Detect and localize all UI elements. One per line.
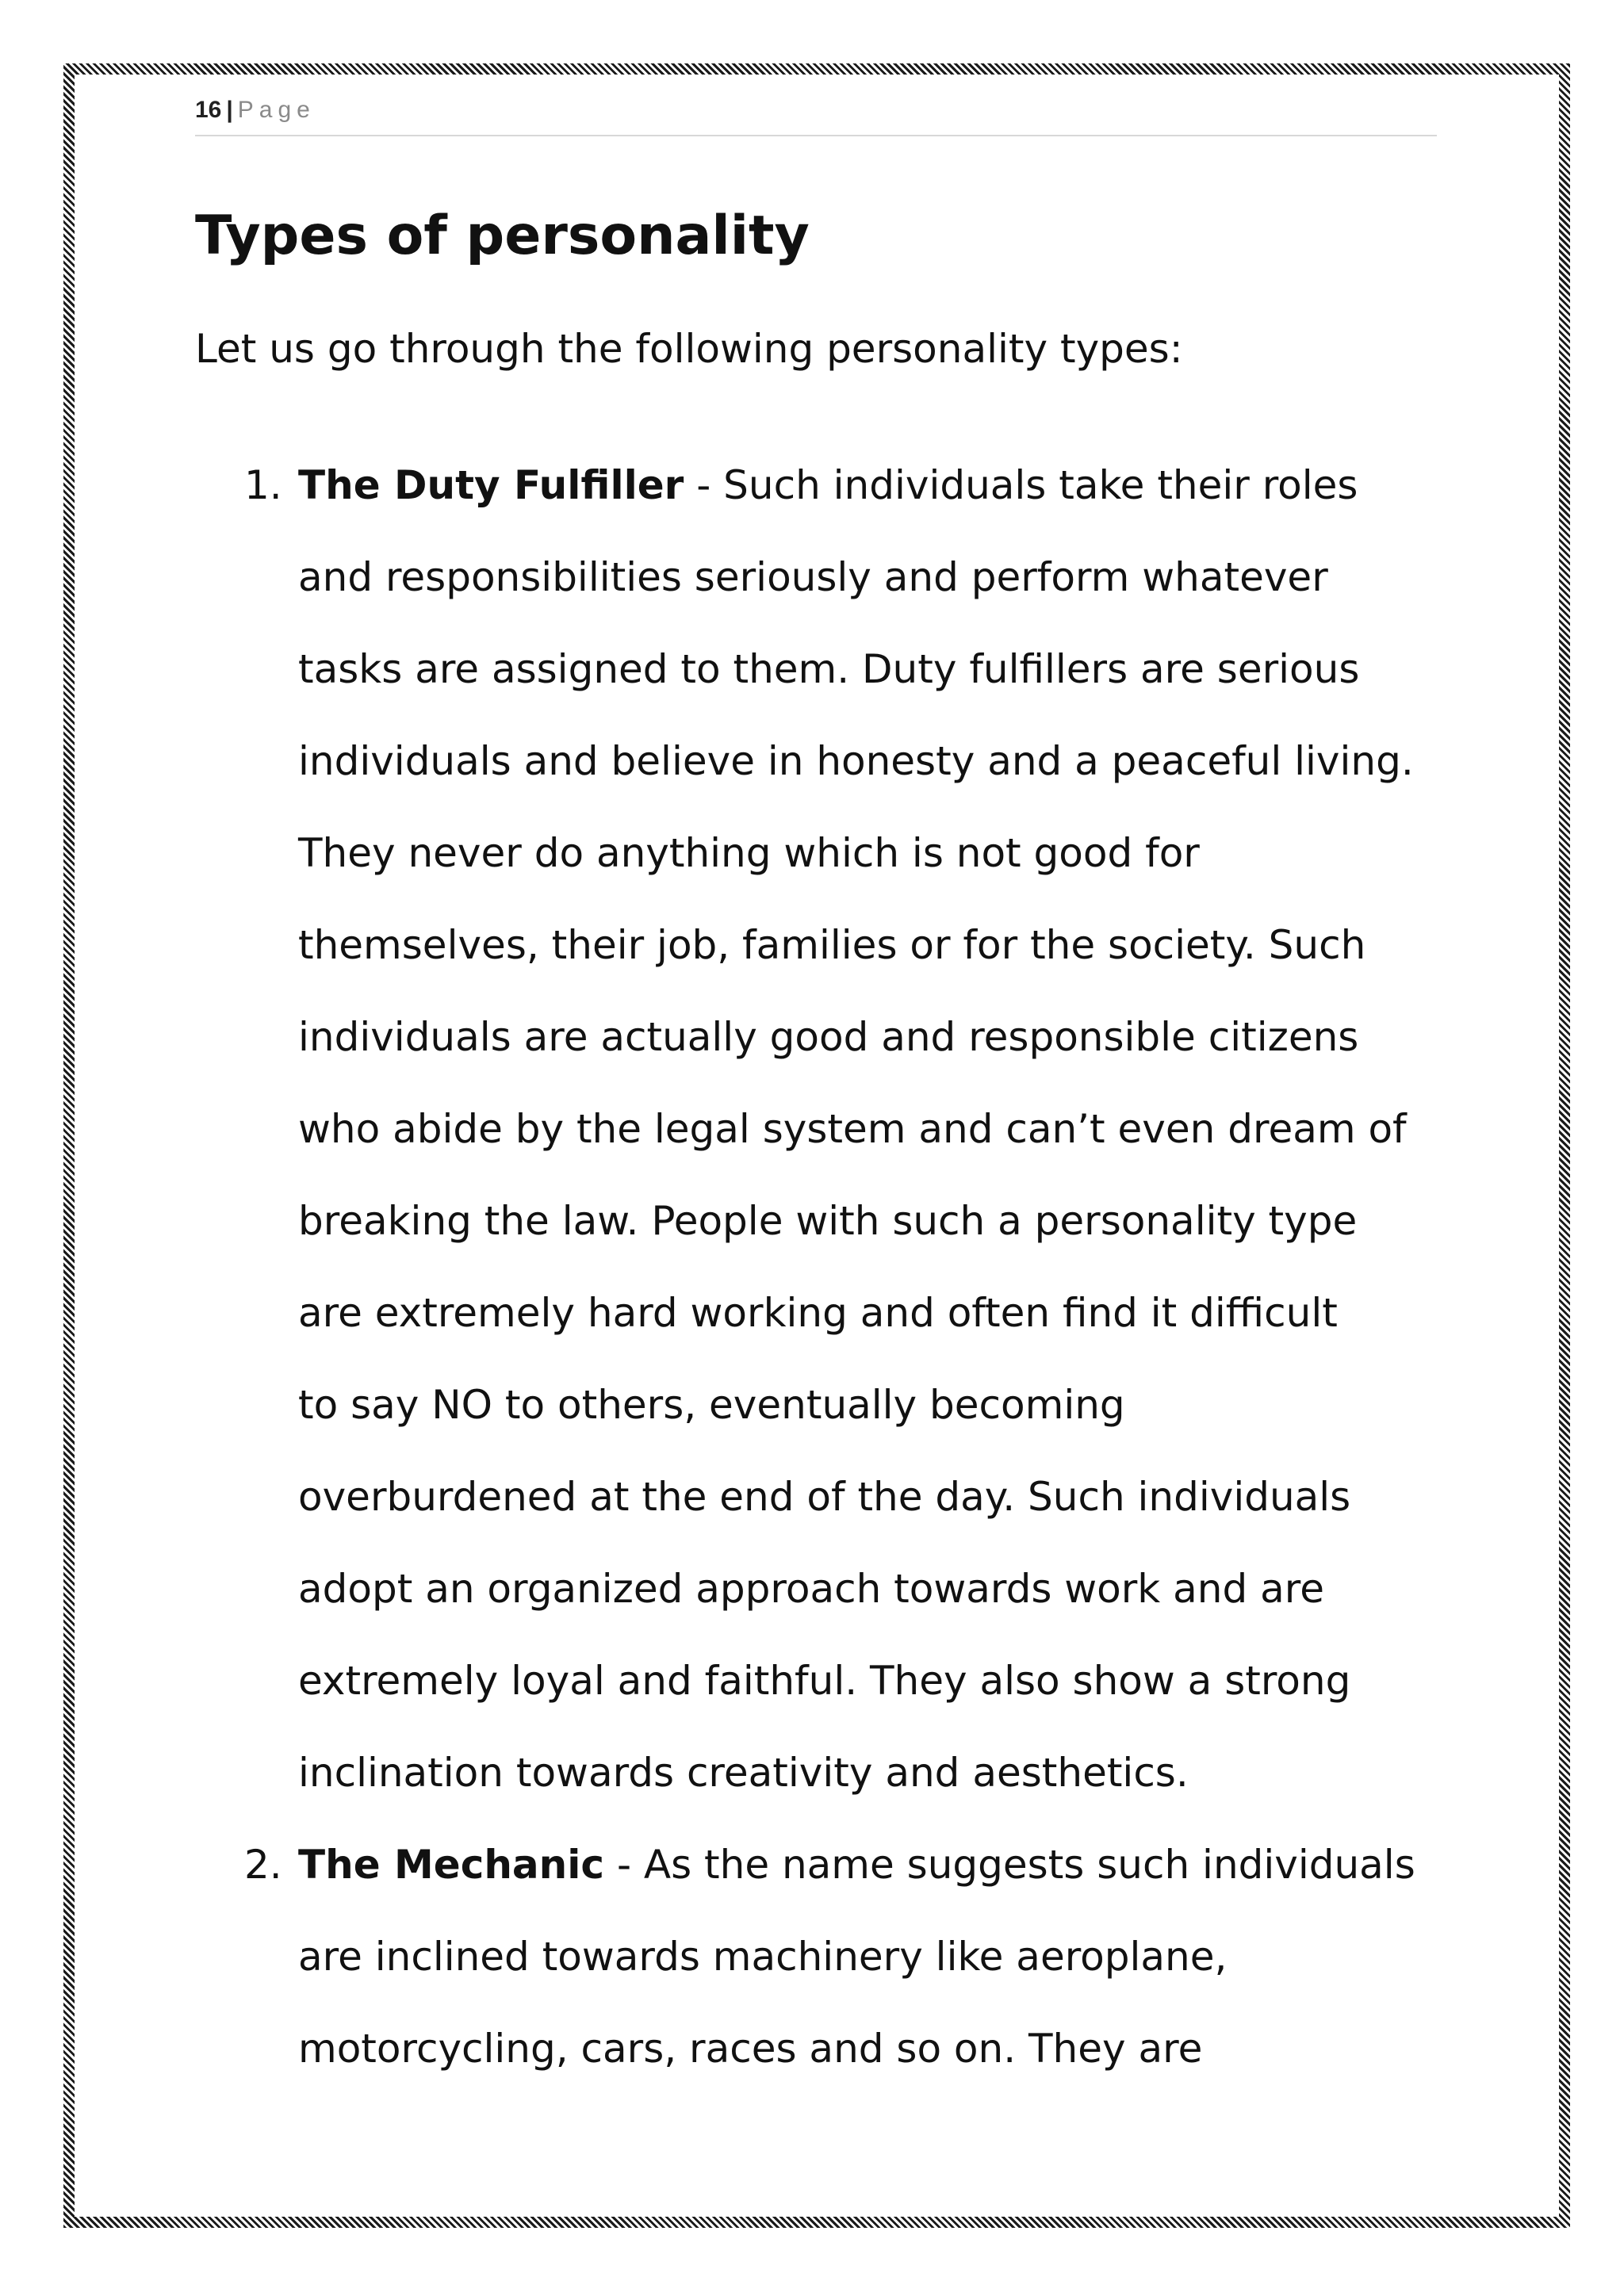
- list-item-line: tasks are assigned to them. Duty fulfillers are serious: [298, 646, 1360, 692]
- list-item-line: breaking the law. People with such a personality type: [298, 1198, 1358, 1244]
- list-item-line: motorcycling, cars, races and so on. They are: [298, 2026, 1203, 2072]
- list-item-term: The Mechanic: [298, 1842, 605, 1888]
- list-item-line: extremely loyal and faithful. They also show a strong: [298, 1658, 1351, 1704]
- page-word: Page: [237, 97, 316, 123]
- list-item-text: - As the name suggests such individuals: [604, 1842, 1415, 1888]
- list-item-line: They never do anything which is not good for: [298, 830, 1200, 876]
- list-item: [195, 439, 1464, 1819]
- list-item-line: [298, 1819, 1464, 1911]
- list-item-term: The Duty Fulfiller: [298, 462, 684, 508]
- page-number: 16: [195, 97, 222, 123]
- list-item-line: and responsibilities seriously and perform whatever: [298, 554, 1328, 600]
- header-separator: |: [226, 97, 233, 123]
- list-item-line: [298, 439, 1464, 531]
- list-item-text: - Such individuals take their roles: [684, 462, 1358, 508]
- list-item-line: overburdened at the end of the day. Such individuals: [298, 1474, 1351, 1520]
- list-item-line: adopt an organized approach towards work and are: [298, 1566, 1324, 1612]
- personality-types-list: [195, 439, 1464, 2095]
- list-item-number: 2.: [244, 1842, 282, 1888]
- list-item-line: who abide by the legal system and can’t even dream of: [298, 1106, 1407, 1152]
- list-item-line: are extremely hard working and often find it difficult: [298, 1290, 1338, 1336]
- list-item-line: individuals are actually good and responsible citizens: [298, 1014, 1359, 1060]
- list-item-line: inclination towards creativity and aesthetics.: [298, 1750, 1189, 1796]
- list-item-line: are inclined towards machinery like aeroplane,: [298, 1934, 1228, 1980]
- list-item-line: themselves, their job, families or for the society. Such: [298, 922, 1366, 968]
- page-title: Types of personality: [195, 205, 810, 267]
- list-item-line: individuals and believe in honesty and a peaceful living.: [298, 738, 1414, 784]
- list-item-number: 1.: [244, 462, 282, 508]
- list-item: [195, 1819, 1464, 2095]
- intro-paragraph: Let us go through the following personality types:: [195, 326, 1183, 372]
- list-item-line: to say NO to others, eventually becoming: [298, 1382, 1125, 1428]
- page-header: [195, 97, 1437, 136]
